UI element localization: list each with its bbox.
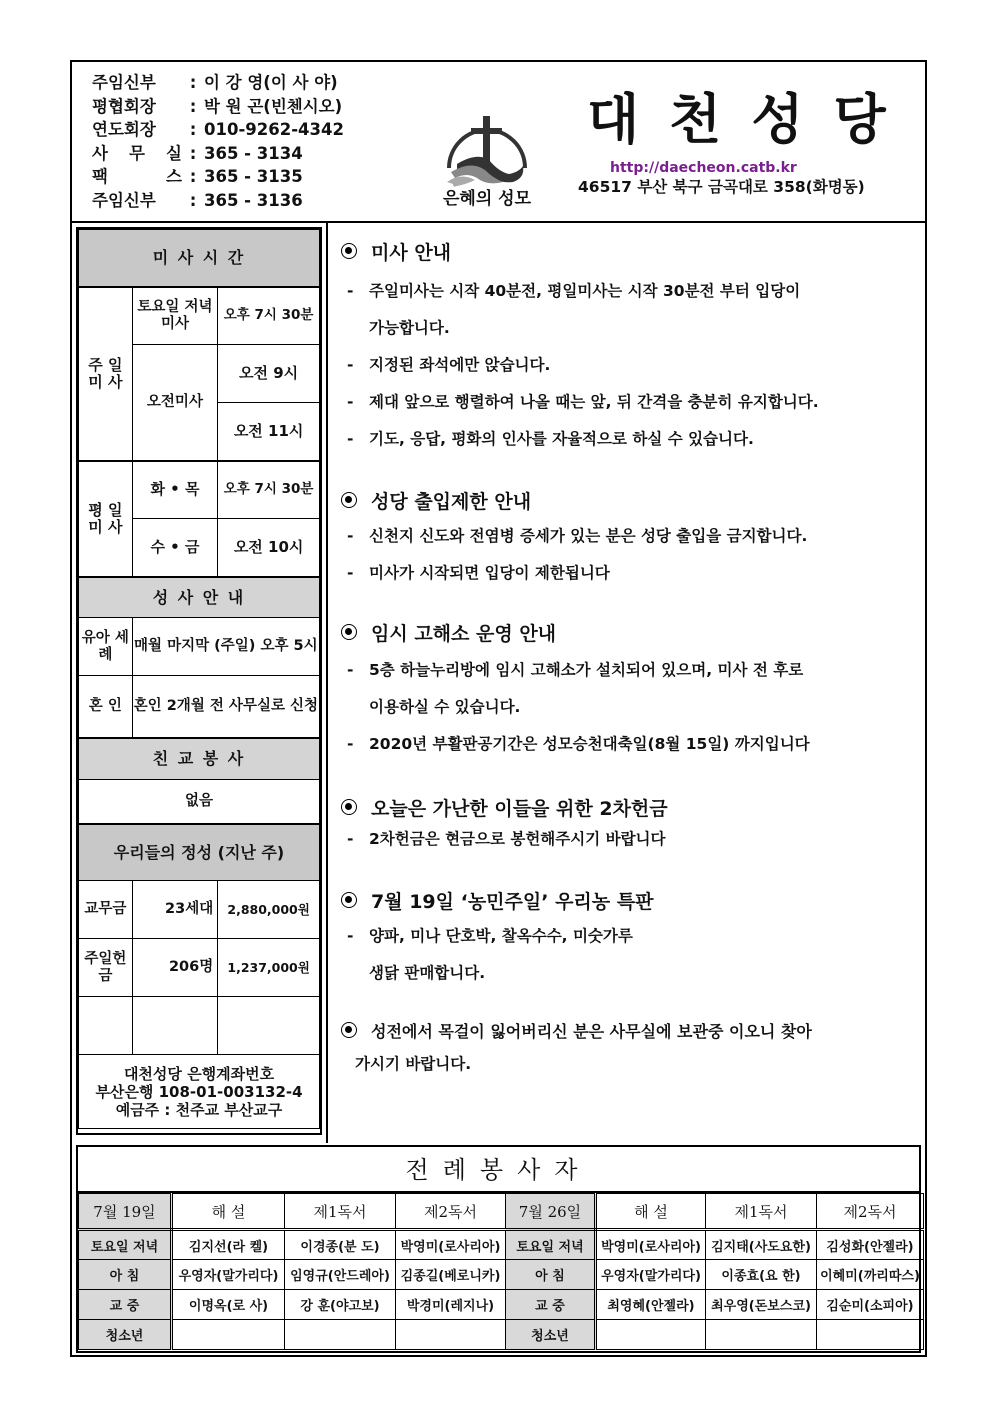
church-name: 대천성당 [587,88,916,151]
info-value: 365 - 3135 [204,167,303,186]
bulletin-header [72,62,925,223]
info-row-council: 평협회장 : 박 원 곤(빈첸시오) [92,95,344,119]
info-value: 365 - 3136 [204,190,303,210]
volunteer-name [172,1320,285,1350]
volunteer-name: 강 훈(야고보) [285,1290,396,1320]
column-header: 해 설 [172,1194,285,1230]
column-header: 제1독서 [285,1194,396,1230]
column-divider [326,223,328,1143]
volunteer-name: 임영규(안드레아) [285,1260,396,1290]
offering-label: 주일헌금 [79,939,133,997]
notice-line: - 5층 하늘누리방에 임시 고해소가 설치되어 있으며, 미사 전 후로 [347,661,804,679]
notice-title: 오늘은 가난한 이들을 위한 2차헌금 [337,793,927,821]
notice-line-cont: 생닭 판매합니다. [369,964,486,982]
row-label: 교 중 [506,1290,596,1320]
weekday-mass-label: 평 일 미 사 [79,461,133,577]
radio-bullet-icon [341,492,357,508]
volunteer-name: 김종길(베로니카) [396,1260,506,1290]
info-label: 팩 스 [92,167,182,186]
info-value: 박 원 곤(빈첸시오) [204,96,343,116]
radio-bullet-icon [341,243,357,259]
volunteer-name [285,1320,396,1350]
notice-line: - 미사가 시작되면 입당이 제한됩니다 [347,564,610,582]
notice-line: - 제대 앞으로 행렬하여 나올 때는 앞, 뒤 간격을 충분히 유지합니다. [347,393,819,411]
morning-mass: 오전미사 [132,345,218,461]
row-label: 아 침 [506,1260,596,1290]
notice-line-cont: 가능합니다. [369,319,450,337]
notice-line: - 주일미사는 시작 40분전, 평일미사는 시작 30분전 부터 입당이 [347,282,801,300]
row-label: 청소년 [79,1320,172,1350]
row-label: 토요일 저녁 [79,1230,172,1260]
bulletin-page [70,60,927,1357]
liturgy-volunteers [76,1145,921,1353]
notice-line-cont: 이용하실 수 있습니다. [369,698,521,716]
sacrament-title: 성 사 안 내 [79,577,320,618]
notice-line: - 2020년 부활판공기간은 성모승천대축일(8월 15일) 까지입니다 [347,735,810,753]
row-label: 아 침 [79,1260,172,1290]
radio-bullet-icon [341,1022,357,1038]
tue-thu-mass: 화 • 목 [132,461,218,519]
info-label: 평협회장 [92,96,156,116]
row-label: 청소년 [506,1320,596,1350]
volunteer-name [817,1320,924,1350]
notice-line: - 기도, 응답, 평화의 인사를 자율적으로 하실 수 있습니다. [347,430,754,448]
offering-amount: 2,880,000원 [218,881,320,939]
mass-schedule-title: 미 사 시 간 [79,230,320,287]
offering-title: 우리들의 정성 (지난 주) [79,824,320,881]
bank-line: 부산은행 108-01-003132-4 [95,1082,303,1101]
column-header: 제2독서 [817,1194,924,1230]
marriage-label: 혼 인 [79,676,133,738]
notice-entry-restriction [337,486,927,592]
info-label: 사 무 실 [92,143,182,163]
notice-mass-guide [337,237,927,458]
volunteer-name: 최영혜(안젤라) [596,1290,706,1320]
info-row-pastor-phone: 주임신부 : 365 - 3136 [92,189,344,213]
table-row [79,1290,924,1320]
volunteer-name: 최우영(돈보스코) [706,1290,817,1320]
info-label: 주임신부 [92,73,156,92]
volunteer-name: 박영미(로사리아) [596,1230,706,1260]
table-row [79,1320,924,1350]
volunteers-title: 전례봉사자 [78,1147,919,1193]
info-label: 주임신부 [92,190,156,210]
infant-baptism-label: 유아 세례 [79,618,133,676]
notice-title: 성당 출입제한 안내 [337,486,927,514]
notice-line: - 신천지 신도와 전염병 증세가 있는 분은 성당 출입을 금지합니다. [347,527,808,545]
info-row-office: 사 무 실 : 365 - 3134 [92,142,344,166]
notice-line: - 2차헌금은 현금으로 봉헌해주시기 바랍니다 [347,830,666,848]
left-sidebar [76,227,322,1135]
bank-line: 대천성당 은행계좌번호 [123,1064,275,1083]
volunteer-name: 박영미(로사리아) [396,1230,506,1260]
volunteer-name [396,1320,506,1350]
info-row-fax: 팩 스 : 365 - 3135 [92,165,344,189]
bank-line: 예금주 : 천주교 부산교구 [115,1100,283,1119]
offering-count: 23세대 [132,881,218,939]
info-value: 365 - 3134 [204,143,303,163]
saturday-evening-mass: 토요일 저녁미사 [132,287,218,345]
notice-title: 성전에서 목걸이 잃어버리신 분은 사무실에 보관중 이오니 찾아 [337,1016,927,1044]
offering-label: 교무금 [79,881,133,939]
bank-account-info [79,1055,320,1129]
notice-line: - 양파, 미나 단호박, 찰옥수수, 미숫가루 [347,927,633,945]
volunteer-name: 이명옥(로 사) [172,1290,285,1320]
volunteer-name [596,1320,706,1350]
notice-line: - 지정된 좌석에만 앉습니다. [347,356,551,374]
offering-count: 206명 [132,939,218,997]
notice-lost-necklace [337,1016,927,1084]
notice-title: 7월 19일 ‘농민주일’ 우리농 특판 [337,886,927,914]
radio-bullet-icon [341,892,357,908]
volunteer-name: 김지선(라 켈) [172,1230,285,1260]
contact-info [92,71,344,212]
notices [337,237,927,1084]
row-label: 토요일 저녁 [506,1230,596,1260]
website-link[interactable]: http://daecheon.catb.kr [610,160,797,176]
volunteer-name: 우영자(말가리다) [596,1260,706,1290]
mass-schedule-table [78,229,320,1129]
marriage-value: 혼인 2개월 전 사무실로 신청 [132,676,319,738]
table-row [79,1230,924,1260]
column-header: 해 설 [596,1194,706,1230]
notice-confession [337,618,927,763]
offering-amount [218,997,320,1055]
mission-title: 친 교 봉 사 [79,738,320,780]
volunteer-name: 박경미(레지나) [396,1290,506,1320]
infant-baptism-value: 매월 마지막 (주일) 오후 5시 [132,618,319,676]
week-date: 7월 26일 [506,1194,596,1230]
volunteer-name: 김순미(소피아) [817,1290,924,1320]
wed-fri-time: 오전 10시 [218,519,320,577]
volunteer-name [706,1320,817,1350]
volunteer-name: 이종효(요 한) [706,1260,817,1290]
volunteer-name: 김성화(안젤라) [817,1230,924,1260]
wed-fri-mass: 수 • 금 [132,519,218,577]
radio-bullet-icon [341,624,357,640]
notice-second-collection [337,793,927,858]
tue-thu-time: 오후 7시 30분 [218,461,320,519]
week-date: 7월 19일 [79,1194,172,1230]
info-row-memorial: 연도회장 : 010-9262-4342 [92,118,344,142]
offering-label [79,997,133,1055]
info-value: 이 강 영(이 사 야) [204,73,338,92]
notice-title: 임시 고해소 운영 안내 [337,618,927,646]
mission-value: 없음 [79,780,320,824]
radio-bullet-icon [341,799,357,815]
volunteer-name: 우영자(말가리다) [172,1260,285,1290]
offering-amount: 1,237,000원 [218,939,320,997]
notice-line-cont: 가시기 바랍니다. [355,1055,472,1073]
info-value: 010-9262-4342 [204,120,344,139]
logo-caption: 은혜의 성모 [442,189,532,209]
notice-title: 미사 안내 [337,237,927,265]
morning-mass-time-2: 오전 11시 [218,403,320,461]
info-label: 연도회장 [92,120,156,139]
row-label: 교 중 [79,1290,172,1320]
church-address: 46517 부산 북구 금곡대로 358(화명동) [578,178,865,196]
notice-farmers-sunday [337,886,927,992]
saturday-evening-time: 오후 7시 30분 [218,287,320,345]
volunteer-name: 이경종(분 도) [285,1230,396,1260]
volunteer-name: 이혜미(까리따스) [817,1260,924,1290]
volunteer-name: 김지태(사도요한) [706,1230,817,1260]
sunday-mass-label: 주 일 미 사 [79,287,133,461]
morning-mass-time-1: 오전 9시 [218,345,320,403]
table-row [79,1260,924,1290]
volunteers-table [78,1193,924,1350]
offering-count [132,997,218,1055]
info-row-pastor: 주임신부 : 이 강 영(이 사 야) [92,71,344,95]
column-header: 제2독서 [396,1194,506,1230]
column-header: 제1독서 [706,1194,817,1230]
